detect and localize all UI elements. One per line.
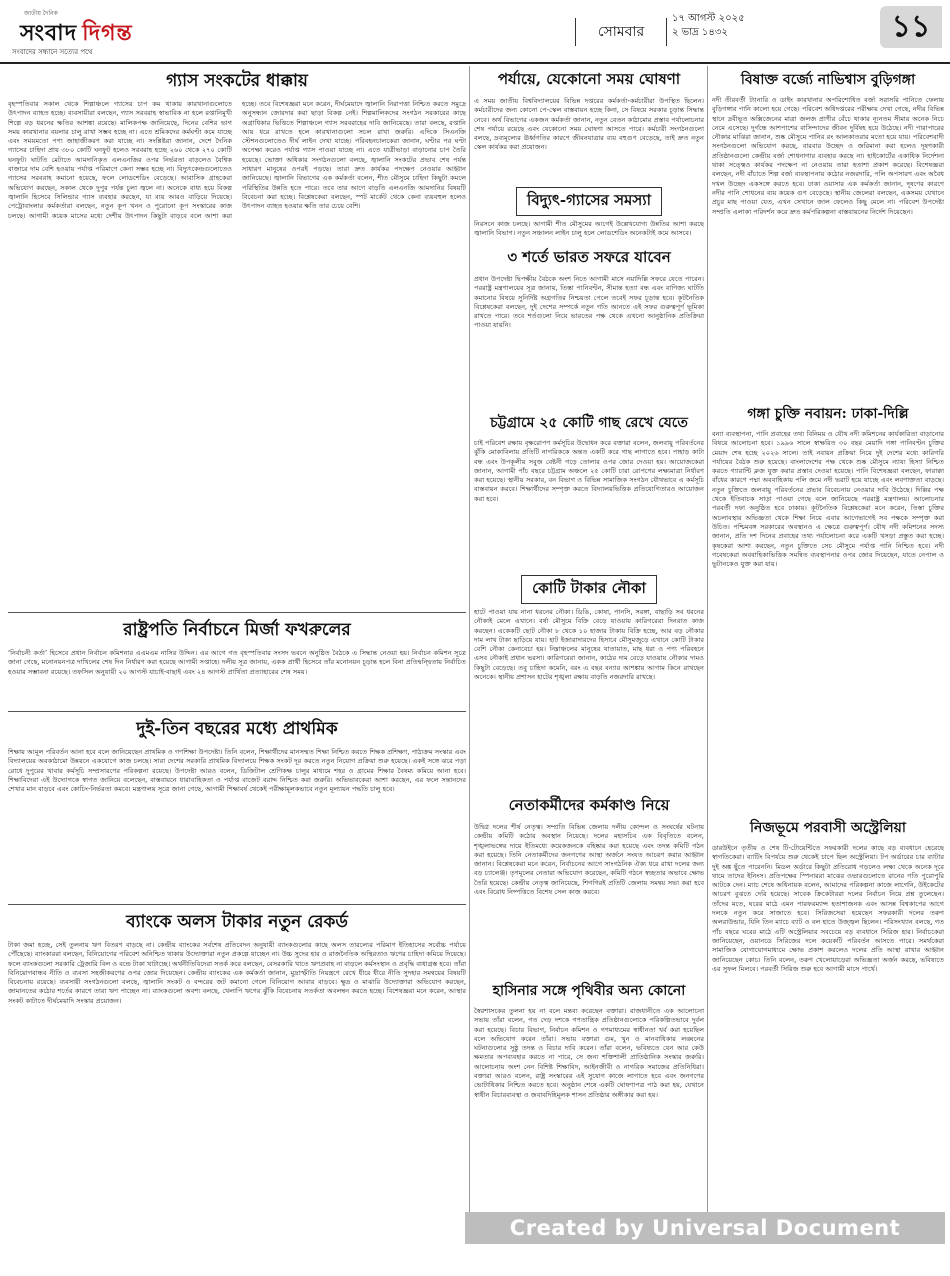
- headline: দুই-তিন বছরের মধ্যে প্রাথমিক: [136, 719, 338, 739]
- headline: ৩ শর্তে ভারত সফরে যাবেন: [507, 248, 671, 266]
- masthead: [0, 0, 950, 64]
- page-number: ১১: [880, 6, 942, 48]
- weekday: সোমবার: [575, 18, 667, 46]
- article-india-visit: [474, 246, 704, 405]
- headline: কোটি টাকার নৌকা: [521, 575, 657, 604]
- article-ctg-trees: [474, 411, 704, 569]
- article-body: শিক্ষায় আমূল পরিবর্তন আনা হবে বলে জানিয়েছেন প্রাথমিক ও গণশিক্ষা উপদেষ্টা। তিনি বলেন, শিক্ষার্থীদের মানসম্মত শিক্ষা নিশ্চিত করতে শিক্ষক প্রশিক্ষণ, পাঠ্যক্রম সংস্কার এবং বিদ্যালয়ের অবকাঠামো উন্নয়নে একযোগে কাজ চলছে। সারা দেশের সরকারি প্রাথমিক বিদ্যালয়ে শিক্ষক সংকট দূর করতে নতুন নিয়োগ প্রক্রিয়া শুরু হয়েছে। একই সঙ্গে ঝরে পড়া রোধে দুপুরের খাবার কর্মসূচি সম্প্রসারণের পরিকল্পনা রয়েছে। উপদেষ্টা আরও বলেন, ডিজিটাল শ্রেণিকক্ষ চালুর মাধ্যমে শহর ও গ্রামের শিক্ষার বৈষম্য কমিয়ে আনা হবে। শিক্ষাবিদেরা এই উদ্যোগকে স্বাগত জানিয়ে বলেছেন, বাস্তবায়নে ধারাবাহিকতা ও পর্যাপ্ত বাজেট বরাদ্দ নিশ্চিত করা জরুরি। অভিভাবকেরা আশা করছেন, এর ফলে সন্তানদের শেখার মান বাড়বে এবং কোচিং-নির্ভরতা কমবে। মন্ত্রণালয় সূত্রে জানা গেছে, আগামী শিক্ষাবর্ষ থেকেই পরীক্ষামূলকভাবে নতুন মূল্যায়ন পদ্ধতি চালু হবে।: [8, 748, 466, 794]
- article-body: ডারউইনে তৃতীয় ও শেষ টি-টোয়েন্টিতে সফরকারী দলের কাছে বড় ব্যবধানে হেরেছে স্বাগতিকেরা। ব্যাটিং বিপর্যয়ে শুরু থেকেই চাপে ছিল অস্ট্রেলিয়া। টপ অর্ডারের চার ব্যাটার দুই অঙ্ক ছুঁতে পারেননি। মিডল অর্ডারে কিছুটা প্রতিরোধ গড়লেও লক্ষ্য থেকে অনেক দূরে থামে তাদের ইনিংস। প্রতিপক্ষের স্পিনাররা মাঝের ওভারগুলোতে রানের গতি পুরোপুরি আটকে দেন। ম্যাচ শেষে অধিনায়ক বলেন, আমাদের পরিকল্পনা কাজে লাগেনি, উইকেটের আচরণ বুঝতে দেরি হয়েছে। সাবেক ক্রিকেটাররা দলের নির্বাচন নিয়ে প্রশ্ন তুলেছেন। তাঁদের মতে, ঘরের মাঠে এমন পারফরম্যান্স হতাশাজনক এবং আসন্ন বিশ্বকাপের আগে দলকে নতুন করে সাজাতে হবে। সিরিজসেরা হয়েছেন সফরকারী দলের তরুণ অলরাউন্ডার, যিনি তিন ম্যাচে ব্যাট ও বল হাতে উজ্জ্বল ছিলেন। পরিসংখ্যান বলছে, গত পাঁচ বছরে ঘরের মাঠে এটি অস্ট্রেলিয়ার সবচেয়ে বড় ব্যবধানে সিরিজ হার। নির্বাচকেরা জানিয়েছেন, ওয়ানডে সিরিজের দলে কয়েকটি পরিবর্তন আসতে পারে। সমর্থকেরা সামাজিক যোগাযোগমাধ্যমে ক্ষোভ প্রকাশ করলেও দলের প্রতি আস্থা রাখার আহ্বান জানিয়েছেন কোচ। তিনি বলেন, তরুণ খেলোয়াড়েরা অভিজ্ঞতা অর্জন করছে, ভবিষ্যতে এর সুফল মিলবে। পরবর্তী সিরিজ শুরু হবে আগামী মাসে পার্থে।: [712, 844, 944, 973]
- date-block: [672, 12, 842, 40]
- divider: [8, 904, 466, 905]
- article-body: নিরসনে কাজ চলছে। আগামী শীত মৌসুমের আগেই উল্লেখযোগ্য উন্নতির আশা করছে জ্বালানি বিভাগ। নতুন সঞ্চালন লাইন চালু হলে লোডশেডিং অনেকটাই কমে আসবে।: [474, 220, 704, 238]
- divider: [8, 711, 466, 712]
- logo-primary: সংবাদ: [20, 20, 78, 46]
- article-body: প্রধান উপদেষ্টা দ্বিপক্ষীয় বৈঠকে অংশ নিতে আগামী মাসে নয়াদিল্লি সফরে যেতে পারেন। পররাষ্ট্র মন্ত্রণালয়ের সূত্র জানায়, তিস্তা পানিবণ্টন, সীমান্ত হত্যা বন্ধ এবং বাণিজ্য ঘাটতি কমানোর বিষয়ে সুনির্দিষ্ট অগ্রগতির নিশ্চয়তা পেলে তবেই সফর চূড়ান্ত হবে। কূটনৈতিক বিশ্লেষকেরা বলছেন, দুই দেশের সম্পর্কে নতুন গতি আনতে এই সফর গুরুত্বপূর্ণ ভূমিকা রাখতে পারে। তবে শর্তগুলো নিয়ে ভারতের পক্ষ থেকে এখনো আনুষ্ঠানিক প্রতিক্রিয়া পাওয়া যায়নি।: [474, 275, 704, 330]
- left-wide-column: [8, 66, 466, 1216]
- article-leaders-activity: [474, 794, 704, 973]
- article-body: চাই পরিবেশ রক্ষায় বৃক্ষরোপণ কর্মসূচির উদ্বোধন করে বক্তারা বলেন, জলবায়ু পরিবর্তনের ঝুঁকি মোকাবিলায় প্রতিটি নাগরিককে অন্তত একটি করে গাছ লাগাতে হবে। পাহাড় কাটা বন্ধ এবং উপকূলীয় সবুজ বেষ্টনী গড়ে তোলার ওপর জোর দেওয়া হয়। আয়োজকেরা জানান, আগামী পাঁচ বছরে চট্টগ্রাম অঞ্চলে ২৫ কোটি চারা রোপণের লক্ষ্যমাত্রা নির্ধারণ করা হয়েছে। স্থানীয় সরকার, বন বিভাগ ও বিভিন্ন সামাজিক সংগঠন যৌথভাবে এ কর্মসূচি বাস্তবায়ন করবে। শিক্ষার্থীদের সম্পৃক্ত করতে বিদ্যালয়ভিত্তিক প্রতিযোগিতারও আয়োজন করা হবে।: [474, 439, 704, 503]
- article-body: টাকা জমা হচ্ছে, সেই তুলনায় ঋণ বিতরণ বাড়ছে না। কেন্দ্রীয় ব্যাংকের সর্বশেষ প্রতিবেদন অনুযায়ী ব্যাংকগুলোর কাছে অলস তারল্যের পরিমাণ ইতিহাসের সর্বোচ্চ পর্যায়ে পৌঁছেছে। ব্যাংকাররা বলছেন, বিনিয়োগের পরিবেশ অনিশ্চিত থাকায় উদ্যোক্তারা নতুন প্রকল্পে যাচ্ছেন না। উচ্চ সুদের হার ও রাজনৈতিক অস্থিরতাও ঋণের চাহিদা কমিয়ে দিয়েছে। ফলে ব্যাংকগুলো সরকারি ট্রেজারি বিল ও বন্ডে টাকা খাটাচ্ছে। অর্থনীতিবিদেরা সতর্ক করে বলছেন, বেসরকারি খাতে ঋণপ্রবাহ না বাড়লে কর্মসংস্থান ও প্রবৃদ্ধি বাধাগ্রস্ত হবে। তাঁরা বিনিয়োগবান্ধব নীতি ও ব্যবসা সহজীকরণের ওপর জোর দিয়েছেন। কেন্দ্রীয় ব্যাংকের এক কর্মকর্তা জানান, মুদ্রাস্ফীতি নিয়ন্ত্রণে রেখে ধীরে ধীরে নীতি সুদহার সমন্বয়ের বিষয়টি বিবেচনায় রয়েছে। ব্যবসায়ী সংগঠনগুলো বলছে, জ্বালানি সংকট ও বন্দরের জট কমানো গেলে বিনিয়োগ আবার বাড়বে। ক্ষুদ্র ও মাঝারি উদ্যোক্তারা অভিযোগ করছেন, জামানতের কঠোর শর্তের কারণে তারা ঋণ পাচ্ছেন না। ব্যাংকগুলো অবশ্য বলছে, খেলাপি ঋণের ঝুঁকি বিবেচনায় সতর্কতা অবলম্বন করতে হচ্ছে। বিশেষজ্ঞরা মনে করেন, আস্থার সংকট কাটাতে দীর্ঘমেয়াদি সংস্কার প্রয়োজন।: [8, 941, 466, 1005]
- article-aussies-home: [712, 816, 944, 1214]
- article-body: নদী তীরবর্তী ট্যানারি ও ডাইং কারখানার অপরিশোধিত বর্জ্য সরাসরি পানিতে ফেলায় বুড়িগঙ্গার পানি কালো হয়ে গেছে। পরিবেশ অধিদপ্তরের পরীক্ষায় দেখা গেছে, নদীর বিভিন্ন স্থানে দ্রবীভূত অক্সিজেনের মাত্রা জলজ প্রাণীর বেঁচে থাকার ন্যূনতম সীমার অনেক নিচে নেমে এসেছে। দুর্গন্ধে আশপাশের বাসিন্দাদের জীবন দুর্বিষহ হয়ে উঠেছে। নদী পারাপারের নৌকার মাঝিরা জানান, শুষ্ক মৌসুমে পানির রং আলকাতরার মতো হয়ে যায়। পরিবেশবাদী সংগঠনগুলো অভিযোগ করছে, বারবার উচ্ছেদ ও জরিমানা করা হলেও দূষণকারী প্রতিষ্ঠানগুলো কেন্দ্রীয় বর্জ্য শোধনাগার ব্যবহার করছে না। হাইকোর্টের একাধিক নির্দেশনা থাকা সত্ত্বেও কার্যকর পদক্ষেপ না নেওয়ায় তারা হতাশা প্রকাশ করেছে। বিশেষজ্ঞরা বলছেন, নদী বাঁচাতে শিল্প বর্জ্য ব্যবস্থাপনায় কঠোর নজরদারি, পলি অপসারণ এবং অবৈধ দখল উচ্ছেদ একসঙ্গে করতে হবে। ঢাকা ওয়াসার এক কর্মকর্তা জানান, দূষণের কারণে নদীর পানি শোধনের ব্যয় কয়েক গুণ বেড়েছে। স্থানীয় জেলেরা বলছেন, একসময় যেখানে প্রচুর মাছ পাওয়া যেত, এখন সেখানে জাল ফেলেও কিছু মেলে না। পরিবেশ উপদেষ্টা সম্প্রতি এলাকা পরিদর্শন করে দ্রুত কর্মপরিকল্পনা বাস্তবায়নের নির্দেশ দিয়েছেন।: [712, 96, 944, 216]
- article-body: ‘নির্বাচনী কর্তা’ হিসেবে প্রধান নির্বাচন কমিশনার এএমএম নাসির উদ্দিন। এর আগে গত বৃহস্পতিবার সংসদ ভবনে অনুষ্ঠিত বৈঠকে এ সিদ্ধান্ত নেওয়া হয়। নির্বাচন কমিশন সূত্রে জানা গেছে, মনোনয়নপত্র দাখিলের শেষ দিন নির্ধারণ করা হয়েছে আগামী সপ্তাহে। দলীয় সূত্র জানায়, একক প্রার্থী হিসেবে তাঁর মনোনয়ন চূড়ান্ত হলে বিনা প্রতিদ্বন্দ্বিতায় নির্বাচিত হওয়ার সম্ভাবনা রয়েছে। তফসিল অনুযায়ী ২০ আগস্ট যাচাই-বাছাই এবং ২৪ আগস্ট প্রার্থিতা প্রত্যাহারের শেষ সময়।: [8, 649, 466, 676]
- headline: নিজভূমে পরবাসী অস্ট্রেলিয়া: [750, 820, 906, 836]
- logo-tagline: জাতীয় দৈনিক: [24, 10, 58, 17]
- article-idle-money: [8, 909, 466, 1216]
- article-hasina-world: [474, 979, 704, 1216]
- headline: বিদ্যুৎ-গ্যাসের সমস্যা: [516, 187, 662, 216]
- headline: বিষাক্ত বর্জ্যে নাভিশ্বাস বুড়িগঙ্গা: [740, 72, 916, 88]
- article-presidential-election: [8, 617, 466, 705]
- logo-subtitle: সংবাদের সন্ধানে সত্যের পথে: [12, 48, 93, 56]
- date-gregorian: ১৭ আগস্ট ২০২৫: [672, 13, 745, 24]
- article-body: উদ্বিগ্ন দলের শীর্ষ নেতৃত্ব। সম্প্রতি বিভিন্ন জেলায় দলীয় কোন্দল ও সংঘর্ষের ঘটনায় কেন্দ্রীয় কমিটি কঠোর অবস্থান নিয়েছে। দলের মহাসচিব এক বিবৃতিতে বলেন, শৃঙ্খলাভঙ্গের দায়ে ইতিমধ্যে কয়েকজনকে বহিষ্কার করা হয়েছে এবং তদন্ত কমিটি গঠন করা হয়েছে। তিনি নেতাকর্মীদের জনগণের আস্থা অর্জনে সংযত আচরণ করার আহ্বান জানান। বিশ্লেষকেরা মনে করেন, নির্বাচনের আগে সাংগঠনিক ঐক্য ধরে রাখা দলের জন্য বড় চ্যালেঞ্জ। তৃণমূলের নেতারা অভিযোগ করেছেন, কমিটি গঠনে স্বচ্ছতার অভাবে ক্ষোভ তৈরি হয়েছে। কেন্দ্রীয় নেতৃত্ব জানিয়েছে, শিগগিরই প্রতিটি জেলায় সমন্বয় সভা করা হবে এবং বিরোধ নিষ্পত্তিতে বিশেষ সেল কাজ করবে।: [474, 823, 704, 897]
- headline: ব্যাংকে অলস টাকার নতুন রেকর্ড: [126, 912, 348, 932]
- article-body: স্বৈরশাসকের তুলনা হয় না বলে মন্তব্য করেছেন বক্তারা। রাজধানীতে এক আলোচনা সভায় তাঁরা বলেন, গত দেড় দশকে গণতান্ত্রিক প্রতিষ্ঠানগুলোকে পরিকল্পিতভাবে দুর্বল করা হয়েছে। বিচার বিভাগ, নির্বাচন কমিশন ও গণমাধ্যমের স্বাধীনতা খর্ব করা হয়েছিল বলে অভিযোগ করেন তাঁরা। সভায় বক্তারা গুম, খুন ও মানবাধিকার লঙ্ঘনের ঘটনাগুলোর সুষ্ঠু তদন্ত ও বিচার দাবি করেন। তাঁরা বলেন, ভবিষ্যতে যেন আর কেউ ক্ষমতার অপব্যবহার করতে না পারে, সে জন্য শক্তিশালী প্রাতিষ্ঠানিক সংস্কার জরুরি। আলোচনায় অংশ নেন বিশিষ্ট শিক্ষাবিদ, আইনজীবী ও নাগরিক সমাজের প্রতিনিধিরা। বক্তারা আরও বলেন, রাষ্ট্র সংস্কারের এই সুযোগ কাজে লাগাতে হবে এবং জনগণের ভোটাধিকার নিশ্চিত করতে হবে। অনুষ্ঠান শেষে একটি ঘোষণাপত্র পাঠ করা হয়, যেখানে স্বাধীন বিচারব্যবস্থা ও জবাবদিহিমূলক শাসন প্রতিষ্ঠার অঙ্গীকার করা হয়।: [474, 1007, 704, 1099]
- article-ganges-treaty: [712, 402, 944, 810]
- article-body: বৃহস্পতিবার সকাল থেকে শিল্পাঞ্চলে গ্যাসের চাপ কম থাকায় কারখানাগুলোতে উৎপাদন ব্যাহত হচ্ছে। ব্যবসায়ীরা বলছেন, গ্যাস সরবরাহ স্বাভাবিক না হলে রপ্তানিমুখী শিল্পে বড় ধরনের ক্ষতির আশঙ্কা রয়েছে। মালিকপক্ষ জানিয়েছে, দিনের বেশির ভাগ সময় কারখানার বয়লার চালু রাখা সম্ভব হচ্ছে না। এতে শ্রমিকদের কর্মঘণ্টা কমে যাচ্ছে এবং সময়মতো পণ্য জাহাজীকরণ করা যাচ্ছে না। সংশ্লিষ্টরা জানান, দেশে দৈনিক গ্যাসের চাহিদা প্রায় ৩৮০ কোটি ঘনফুট হলেও সরবরাহ হচ্ছে ২৬০ থেকে ২৭০ কোটি ঘনফুট। ঘাটতি মেটাতে আমদানিকৃত এলএনজির ওপর নির্ভরতা বাড়লেও বৈশ্বিক বাজারে দাম বেশি হওয়ায় পর্যাপ্ত পরিমাণে কেনা সম্ভব হচ্ছে না। বিদ্যুৎকেন্দ্রগুলোতেও গ্যাসের সরবরাহ কমানো হয়েছে, ফলে লোডশেডিং বেড়েছে। আবাসিক গ্রাহকেরা অভিযোগ করছেন, সকাল থেকে দুপুর পর্যন্ত চুলা জ্বলে না। অনেকে বাধ্য হয়ে বিকল্প জ্বালানি হিসেবে সিলিন্ডার গ্যাস ব্যবহার করছেন, যা ব্যয় আরও বাড়িয়ে দিয়েছে। পেট্রোবাংলার কর্মকর্তারা বলছেন, নতুন কূপ খনন ও পুরোনো কূপ সংস্কারের কাজ চলছে। আগামী কয়েক মাসের মধ্যে দেশীয় উৎপাদন কিছুটা বাড়বে বলে আশা করা হচ্ছে। তবে বিশেষজ্ঞরা মনে করেন, দীর্ঘমেয়াদে জ্বালানি নিরাপত্তা নিশ্চিত করতে সমুদ্রে অনুসন্ধান জোরদার করা ছাড়া বিকল্প নেই। শিল্পমালিকদের সংগঠন সরকারের কাছে অগ্রাধিকার ভিত্তিতে শিল্পাঞ্চলে গ্যাস সরবরাহের দাবি জানিয়েছে। তারা বলছে, রপ্তানি আয় ধরে রাখতে হলে কারখানাগুলো সচল রাখা জরুরি। এদিকে সিএনজি স্টেশনগুলোতেও দীর্ঘ লাইন দেখা যাচ্ছে। পরিবহনচালকেরা জানান, ঘণ্টার পর ঘণ্টা অপেক্ষা করেও পর্যাপ্ত গ্যাস পাওয়া যাচ্ছে না। এতে যাত্রীভাড়া বাড়ানোর চাপ তৈরি হয়েছে। ভোক্তা অধিকার সংগঠনগুলো বলছে, জ্বালানি সংকটের প্রভাব শেষ পর্যন্ত সাধারণ মানুষের ওপরই পড়ছে। তারা দ্রুত কার্যকর পদক্ষেপ নেওয়ার আহ্বান জানিয়েছে। জ্বালানি বিভাগের এক কর্মকর্তা বলেন, শীত মৌসুমে চাহিদা কিছুটা কমলে পরিস্থিতির উন্নতি হতে পারে। তবে তার আগে বাড়তি এলএনজি আমদানির বিষয়টি বিবেচনা করা হচ্ছে। বিশ্লেষকেরা বলছেন, স্পট মার্কেট থেকে কেনা ব্যয়বহুল হলেও উৎপাদন ব্যাহত হওয়ার ক্ষতি তার চেয়ে বেশি।: [8, 100, 466, 220]
- column-rule: [707, 66, 708, 1216]
- article-primary-education: [8, 716, 466, 898]
- headline: চট্টগ্রামে ২৫ কোটি গাছ রেখে যেতে: [490, 415, 688, 431]
- right-column: [712, 66, 944, 1216]
- headline: গঙ্গা চুক্তি নবায়ন: ঢাকা-দিল্লি: [747, 406, 909, 422]
- headline: নেতাকর্মীদের কর্মকাণ্ড নিয়ে: [508, 796, 670, 814]
- headline: গ্যাস সংকটের ধাক্কায়: [166, 71, 308, 91]
- column-rule: [469, 66, 470, 1216]
- article-body: বন্যা ব্যবস্থাপনা, পানি প্রবাহের তথ্য বিনিময় ও যৌথ নদী কমিশনের কার্যকারিতা বাড়ানোর বিষয়ে আলোচনা হবে। ১৯৯৬ সালে স্বাক্ষরিত ৩০ বছর মেয়াদি গঙ্গা পানিবণ্টন চুক্তির মেয়াদ শেষ হচ্ছে ২০২৬ সালে। তাই নবায়ন প্রক্রিয়া নিয়ে দুই দেশের মধ্যে কারিগরি পর্যায়ের বৈঠক শুরু হয়েছে। বাংলাদেশের পক্ষ থেকে শুষ্ক মৌসুমে ন্যায্য হিস্যা নিশ্চিত করতে গ্যারান্টি ক্লজ যুক্ত করার প্রস্তাব দেওয়া হয়েছে। পানি বিশেষজ্ঞরা বলছেন, ফারাক্কা বাঁধের কারণে পদ্মা অববাহিকায় পলি জমে নদী ভরাট হয়ে যাচ্ছে এবং লবণাক্ততা বাড়ছে। নতুন চুক্তিতে জলবায়ু পরিবর্তনের প্রভাব বিবেচনায় নেওয়ার দাবি উঠেছে। দিল্লির পক্ষ থেকে ইতিবাচক সাড়া পাওয়া গেছে বলে জানিয়েছে পররাষ্ট্র মন্ত্রণালয়। আলোচনার পরবর্তী দফা অনুষ্ঠিত হবে ঢাকায়। কূটনৈতিক বিশ্লেষকেরা মনে করেন, তিস্তা চুক্তির অচলাবস্থার অভিজ্ঞতা থেকে শিক্ষা নিয়ে এবার আগেভাগেই সব পক্ষকে সম্পৃক্ত করা উচিত। পশ্চিমবঙ্গ সরকারের অবস্থানও এ ক্ষেত্রে গুরুত্বপূর্ণ। যৌথ নদী কমিশনের সদস্য জানান, প্রতি দশ দিনের প্রবাহের তথ্য পর্যালোচনা করে একটি খসড়া প্রস্তুত করা হচ্ছে। কৃষকেরা আশা করছেন, নতুন চুক্তিতে সেচ মৌসুমে পর্যাপ্ত পানি নিশ্চিত হবে। নদী গবেষকেরা অববাহিকাভিত্তিক সমন্বিত ব্যবস্থাপনার ওপর জোর দিয়েছেন, যাতে নেপাল ও ভুটানকেও যুক্ত করা যায়।: [712, 430, 944, 569]
- article-gas-crisis: [8, 68, 466, 606]
- middle-column: [474, 66, 704, 1216]
- headline: রাষ্ট্রপতি নির্বাচনে মির্জা ফখরুলের: [123, 620, 351, 640]
- article-power-gas: [474, 187, 704, 240]
- article-toxic-waste: [712, 68, 944, 396]
- article-anytime-announcement: [474, 68, 704, 181]
- article-crore-boat: [474, 575, 704, 788]
- logo-accent: দিগন্ত: [82, 20, 133, 46]
- headline: পর্যায়ে, যেকোনো সময় ঘোষণা: [497, 70, 681, 88]
- newspaper-logo: [10, 6, 195, 48]
- converter-watermark: Created by Universal Document Converter: [465, 1212, 945, 1244]
- article-body: হাটে পাওয়া যায় নানা ধরনের নৌকা। ডিঙি, কোষা, পানসি, সরঙ্গা, বাছাড়ি সব ধরনের নৌকাই মেলে এখানে। বর্ষা মৌসুমে বিক্রি বেড়ে যাওয়ায় কারিগরেরা দিনরাত কাজ করছেন। একেকটি ছোট নৌকা ৮ থেকে ১০ হাজার টাকায় বিক্রি হচ্ছে, আর বড় নৌকার দাম লাখ টাকা ছাড়িয়ে যায়। হাট ইজারাদারদের হিসাবে মৌসুমজুড়ে এখানে কোটি টাকার বেশি নৌকা কেনাবেচা হয়। নিম্নাঞ্চলের মানুষের যাতায়াত, মাছ ধরা ও পণ্য পরিবহনে এসব নৌকাই প্রধান ভরসা। কারিগরেরা জানান, কাঠের দাম বেড়ে যাওয়ায় নৌকার দামও কিছুটা বেড়েছে। তবু চাহিদা কমেনি, বরং এ বছর বন্যার আশঙ্কায় আগাম কিনে রাখছেন অনেকে। স্থানীয় প্রশাসন হাটের শৃঙ্খলা রক্ষায় বাড়তি নজরদারি রাখছে।: [474, 608, 704, 682]
- divider: [8, 612, 466, 613]
- headline: হাসিনার সঙ্গে পৃথিবীর অন্য কোনো: [492, 983, 686, 999]
- date-bengali: ২ ভাদ্র ১৪৩২: [672, 27, 728, 38]
- article-body: এ সময় জাতীয় বিশ্ববিদ্যালয়ের বিভিন্ন দপ্তরের কর্মকর্তা-কর্মচারীরা উপস্থিত ছিলেন। কর্মচারীদের জন্য কোনো পে-স্কেল বাস্তবায়ন হচ্ছে কিনা, সে বিষয়ে সরকার চূড়ান্ত সিদ্ধান্ত নেবে। অর্থ বিভাগের একজন কর্মকর্তা জানান, নতুন বেতন কাঠামোর প্রস্তাব পর্যালোচনার শেষ পর্যায়ে রয়েছে এবং যেকোনো সময় ঘোষণা আসতে পারে। কর্মচারী সংগঠনগুলো বলছে, দ্রব্যমূল্যের ঊর্ধ্বগতির কারণে জীবনযাত্রার ব্যয় বহুগুণ বেড়েছে, তাই দ্রুত নতুন স্কেল কার্যকর করা প্রয়োজন।: [474, 97, 704, 152]
